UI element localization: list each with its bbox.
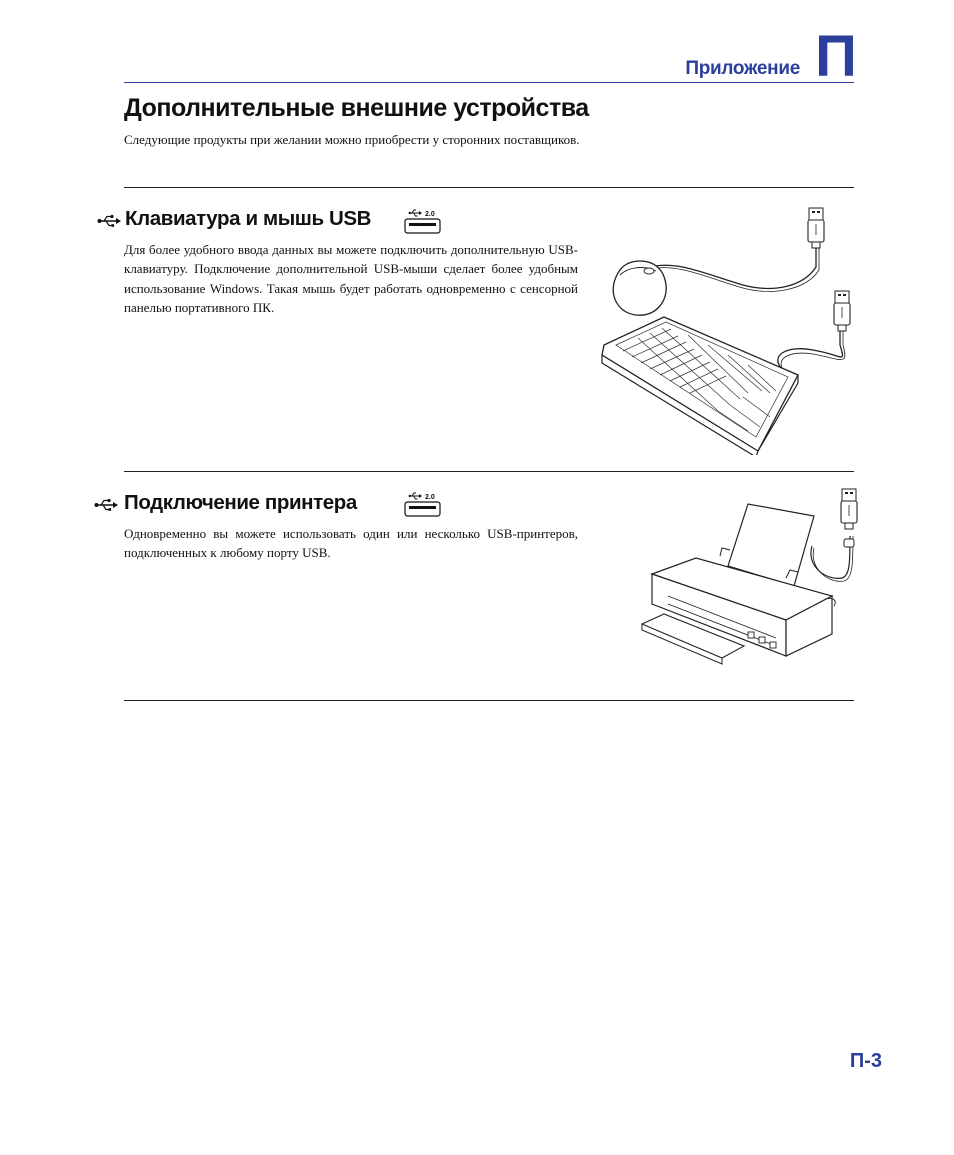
section-divider xyxy=(124,187,854,188)
usb-port-icon xyxy=(403,489,443,519)
section-title-printer: Подключение принтера xyxy=(124,491,357,514)
usb-bullet-icon xyxy=(94,498,118,512)
usb-bullet-icon xyxy=(97,214,121,228)
usb-version-label: 2.0 xyxy=(425,494,435,501)
usb-plug-icon xyxy=(834,291,850,331)
running-header: Приложение xyxy=(685,58,800,79)
keyboard-mouse-illustration xyxy=(598,205,854,455)
usb-port-icon xyxy=(403,206,443,236)
page-title: Дополнительные внешние устройства xyxy=(124,94,589,122)
keyboard-icon xyxy=(602,317,798,455)
mouse-icon xyxy=(613,261,666,315)
usb-version-label: 2.0 xyxy=(425,211,435,218)
section-divider xyxy=(124,700,854,701)
intro-text: Следующие продукты при желании можно приобрести у сторонних поставщиков. xyxy=(124,132,580,147)
chapter-letter: П xyxy=(815,24,857,89)
printer-illustration xyxy=(636,486,858,686)
section-divider xyxy=(124,471,854,472)
page-number: П-3 xyxy=(849,1050,882,1072)
usb-plug-icon xyxy=(841,489,857,547)
printer-icon xyxy=(642,504,835,664)
header-rule xyxy=(124,82,854,83)
section-body-keyboard-mouse: Для более удобного ввода данных вы можете подключить дополнительную USB-клавиатуру. Подключение дополнительной USB-мыши сделает более удобным использование Windows. Такая мышь будет работать одновременно с сенсорной панелью портативного ПК. xyxy=(124,242,578,315)
section-body-printer: Одновременно вы можете использовать один или несколько USB-принтеров, подключенных к любому порту USB. xyxy=(124,526,578,561)
section-title-keyboard-mouse: Клавиатура и мышь USB xyxy=(125,207,372,230)
usb-plug-icon xyxy=(808,208,824,248)
